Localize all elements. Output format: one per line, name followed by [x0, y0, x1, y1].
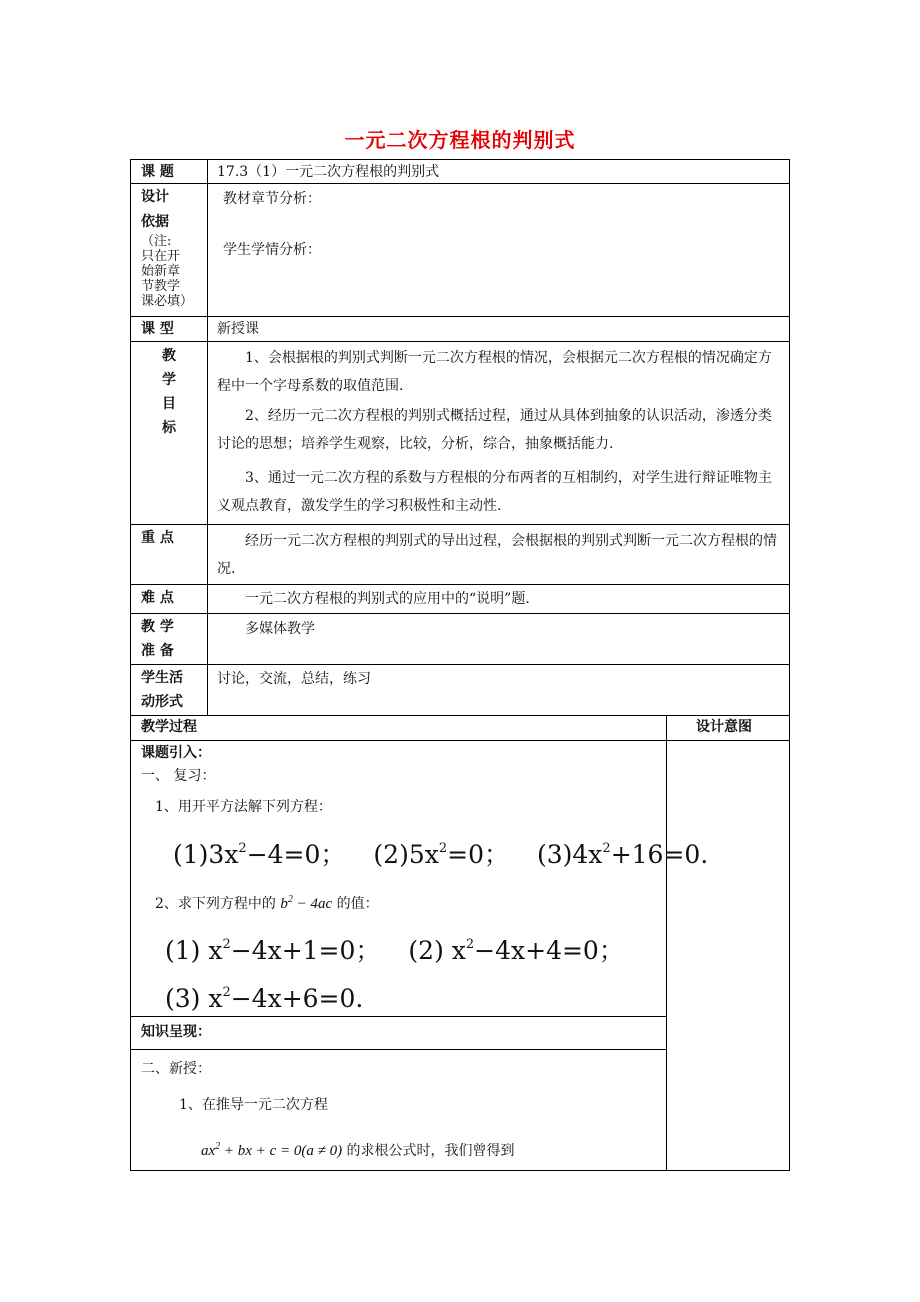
prep-value: 多媒体教学 — [245, 621, 315, 637]
eq2-1: (1) $x^2-4x+1=0$； — [165, 936, 381, 965]
objectives-label-char-2: 学 — [162, 372, 176, 388]
prep-label-2: 准 备 — [141, 643, 174, 659]
eq1-2: $(2)5x^2=0$； — [373, 840, 509, 869]
design-intent-header: 设计意图 — [696, 719, 752, 735]
design-basis-label-2: 依据 — [141, 214, 169, 230]
quadratic-equation: $ax^2$ + bx + c = 0(a ≠ 0) — [201, 1141, 343, 1159]
prep-label-1: 教 学 — [141, 619, 174, 635]
activity-label-1: 学生活 — [141, 670, 183, 686]
design-basis-note-5: 课必填） — [141, 294, 194, 309]
activity-value: 讨论，交流，总结，练习 — [217, 671, 371, 687]
topic-value: 17.3（1）一元二次方程根的判别式 — [217, 164, 440, 180]
new-lesson-heading: 二、新授： — [141, 1061, 211, 1077]
design-basis-label-1: 设计 — [141, 189, 169, 205]
review-heading: 一、 复习： — [141, 768, 216, 784]
equation-set-1 — [173, 834, 708, 870]
quadratic-formula-line: $ax^2$ + bx + c = 0(a ≠ 0) 的求根公式时，我们曾得到 — [201, 1141, 515, 1159]
eq2-2: (2) $x^2-4x+4=0$； — [408, 936, 624, 965]
key-point-label: 重 点 — [141, 530, 174, 546]
textbook-analysis-label: 教材章节分析： — [223, 191, 321, 207]
objective-item-3: 3、通过一元二次方程的系数与方程根的分布两者的互相制约，对学生进行辩证唯物主义观点教育，激发学生的学习积极性和主动性. — [217, 470, 772, 514]
design-basis-note-3: 始新章 — [141, 264, 181, 279]
objectives-label-char-1: 教 — [162, 348, 176, 364]
task-2-text: 2、求下列方程中的 $b^2 - 4ac$ 的值： — [155, 894, 379, 912]
key-point-value: 经历一元二次方程根的判别式的导出过程，会根据根的判别式判断一元二次方程根的情况. — [217, 533, 777, 577]
design-basis-note-4: 节教学 — [141, 279, 181, 294]
difficulty-label: 难 点 — [141, 590, 174, 606]
difficulty-value: 一元二次方程根的判别式的应用中的“说明”题. — [245, 591, 530, 607]
document-title: 一元二次方程根的判别式 — [344, 128, 576, 152]
task-1-text: 1、用开平方法解下列方程： — [155, 799, 332, 815]
design-basis-note-2: 只在开 — [141, 249, 181, 264]
equation-set-2-row-1 — [165, 930, 624, 966]
objectives-label-char-3: 目 — [162, 396, 176, 412]
eq2-3: (3) $x^2-4x+6=0$. — [165, 984, 364, 1013]
intro-heading: 课题引入： — [141, 745, 211, 761]
eq1-3: $(3)4x^2+16=0$. — [536, 840, 709, 869]
new-item-1: 1、在推导一元二次方程 — [179, 1097, 328, 1113]
eq1-1: $(1)3x^2-4=0$； — [173, 840, 346, 869]
process-header: 教学过程 — [141, 719, 197, 735]
objective-item-2: 2、经历一元二次方程根的判别式概括过程，通过从具体到抽象的认识活动，渗透分类讨论的思想；培养学生观察，比较，分析，综合，抽象概括能力. — [217, 408, 772, 452]
knowledge-heading: 知识呈现： — [141, 1024, 211, 1040]
student-analysis-label: 学生学情分析： — [223, 242, 321, 258]
lesson-type-label: 课 型 — [141, 321, 174, 337]
topic-label: 课 题 — [141, 164, 174, 180]
lesson-type-value: 新授课 — [217, 321, 259, 337]
equation-set-2-row-2 — [165, 978, 363, 1014]
objectives-label-char-4: 标 — [162, 420, 176, 436]
activity-label-2: 动形式 — [141, 694, 183, 710]
lesson-plan-table — [130, 159, 790, 1171]
objective-item-1: 1、会根据根的判别式判断一元二次方程根的情况，会根据元二次方程根的情况确定方程中一个字母系数的取值范围. — [217, 350, 772, 394]
design-basis-note-1: （注: — [141, 234, 172, 249]
discriminant-formula: $b^2 - 4ac$ — [280, 894, 333, 912]
